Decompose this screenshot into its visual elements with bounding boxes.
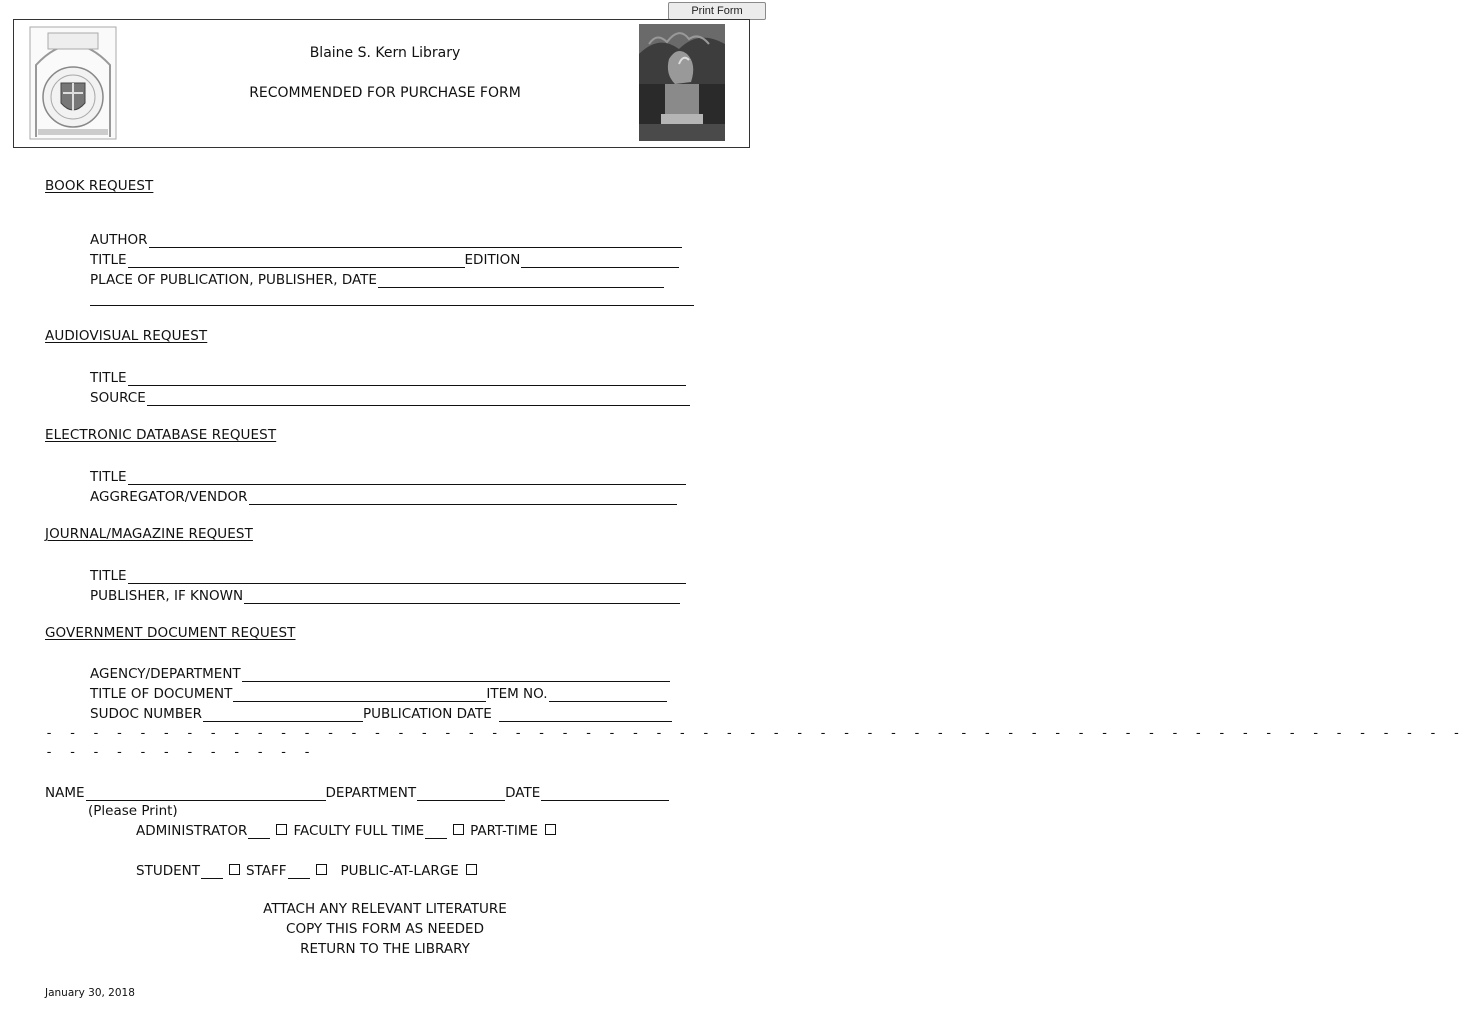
journal-publisher-label: PUBLISHER, IF KNOWN: [90, 588, 244, 604]
university-seal-logo: [28, 25, 118, 141]
journal-publisher-row: [90, 586, 680, 604]
agency-label: AGENCY/DEPARTMENT: [90, 666, 241, 682]
cut-line-dashes-wrap: - - - - - - - - - - - -: [45, 744, 315, 760]
db-title-row: [90, 467, 686, 485]
name-field[interactable]: [86, 786, 326, 801]
av-title-row: [90, 368, 686, 386]
administrator-blank: [248, 824, 270, 839]
department-label: DEPARTMENT: [325, 785, 417, 801]
db-title-label: TITLE: [90, 469, 127, 485]
place-label: PLACE OF PUBLICATION, PUBLISHER, DATE: [90, 272, 377, 288]
journal-request-heading: JOURNAL/MAGAZINE REQUEST: [45, 526, 253, 542]
av-title-field[interactable]: [128, 371, 686, 386]
date-label: DATE: [505, 785, 541, 801]
instructions-block: [0, 901, 770, 961]
pub-date-label: PUBLICATION DATE: [363, 706, 492, 722]
part-time-checkbox[interactable]: [545, 824, 556, 835]
journal-publisher-field[interactable]: [244, 589, 680, 604]
place-continuation-row: [90, 288, 694, 306]
journal-title-row: [90, 566, 686, 584]
footer-date: January 30, 2018: [45, 987, 135, 999]
db-vendor-field[interactable]: [249, 490, 677, 505]
doc-title-field[interactable]: [233, 687, 486, 702]
journal-title-field[interactable]: [128, 569, 686, 584]
sudoc-row: [90, 704, 672, 722]
author-label: AUTHOR: [90, 232, 148, 248]
book-request-heading: BOOK REQUEST: [45, 178, 154, 194]
item-no-label: ITEM NO.: [486, 686, 548, 702]
name-label: NAME: [45, 785, 85, 801]
item-no-field[interactable]: [549, 687, 667, 702]
faculty-label: FACULTY FULL TIME: [293, 823, 425, 839]
av-source-field[interactable]: [147, 391, 690, 406]
statue-photo: [639, 24, 725, 141]
government-request-heading: GOVERNMENT DOCUMENT REQUEST: [45, 625, 296, 641]
part-time-label: PART-TIME: [470, 823, 539, 839]
db-title-field[interactable]: [128, 470, 686, 485]
student-checkbox[interactable]: [229, 864, 240, 875]
pub-date-field[interactable]: [499, 707, 672, 722]
instruction-return: RETURN TO THE LIBRARY: [300, 941, 470, 957]
form-title: RECOMMENDED FOR PURCHASE FORM: [249, 85, 521, 101]
database-request-heading: ELECTRONIC DATABASE REQUEST: [45, 427, 277, 443]
department-field[interactable]: [417, 786, 505, 801]
instruction-attach: ATTACH ANY RELEVANT LITERATURE: [263, 901, 507, 917]
db-vendor-row: [90, 487, 677, 505]
administrator-checkbox[interactable]: [276, 824, 287, 835]
print-form-button[interactable]: Print Form: [668, 2, 766, 20]
edition-field[interactable]: [521, 253, 679, 268]
book-title-label: TITLE: [90, 252, 127, 268]
public-checkbox[interactable]: [466, 864, 477, 875]
library-name: Blaine S. Kern Library: [309, 45, 461, 61]
please-print-label: (Please Print): [88, 803, 178, 819]
av-title-label: TITLE: [90, 370, 127, 386]
public-label: PUBLIC-AT-LARGE: [340, 863, 459, 879]
db-vendor-label: AGGREGATOR/VENDOR: [90, 489, 248, 505]
av-source-row: [90, 388, 690, 406]
date-field[interactable]: [541, 786, 669, 801]
cut-line-dashes: - - - - - - - - - - - - - - - - - - - - - - - - - - - - - - - - - - - - - - - - - - - - - - - - - - - - - - - - - - - - -: [45, 725, 1464, 741]
author-field[interactable]: [149, 233, 682, 248]
staff-blank: [288, 864, 310, 879]
agency-field[interactable]: [242, 667, 670, 682]
place-row: [90, 270, 664, 288]
faculty-checkbox[interactable]: [453, 824, 464, 835]
audiovisual-request-heading: AUDIOVISUAL REQUEST: [45, 328, 208, 344]
administrator-label: ADMINISTRATOR: [136, 823, 248, 839]
faculty-blank: [425, 824, 447, 839]
edition-label: EDITION: [464, 252, 521, 268]
status-row-2: [136, 861, 483, 879]
doc-title-row: [90, 684, 667, 702]
student-blank: [201, 864, 223, 879]
place-continuation-field[interactable]: [90, 291, 694, 306]
journal-title-label: TITLE: [90, 568, 127, 584]
name-row: [45, 783, 669, 801]
place-field[interactable]: [378, 273, 664, 288]
author-row: [90, 230, 682, 248]
av-source-label: SOURCE: [90, 390, 146, 406]
sudoc-field[interactable]: [203, 707, 363, 722]
student-label: STUDENT: [136, 863, 200, 879]
status-row-1: [136, 821, 562, 839]
instruction-copy: COPY THIS FORM AS NEEDED: [286, 921, 484, 937]
sudoc-label: SUDOC NUMBER: [90, 706, 202, 722]
please-print-note: [88, 801, 178, 819]
doc-title-label: TITLE OF DOCUMENT: [90, 686, 233, 702]
staff-checkbox[interactable]: [316, 864, 327, 875]
staff-label: STAFF: [245, 863, 287, 879]
title-edition-row: [90, 250, 679, 268]
book-title-field[interactable]: [128, 253, 465, 268]
agency-row: [90, 664, 670, 682]
